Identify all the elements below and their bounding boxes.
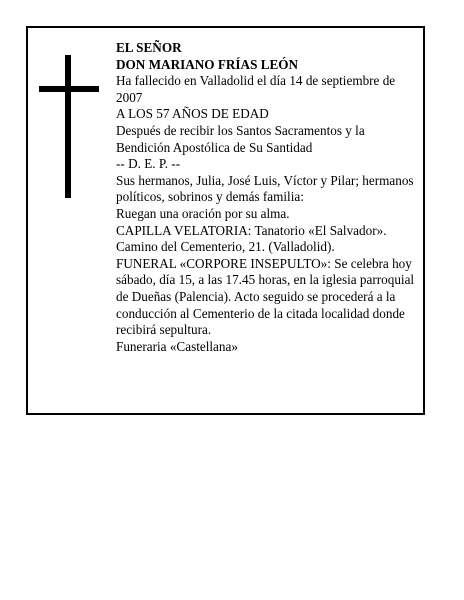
cross-vertical-bar — [65, 55, 71, 198]
obituary-text — [116, 40, 416, 355]
deceased-name: DON MARIANO FRÍAS LEÓN — [116, 56, 299, 72]
wake-chapel-info: CAPILLA VELATORIA: Tanatorio «El Salvador». Camino del Cementerio, 21. (Valladolid). — [116, 222, 387, 255]
funeral-info: FUNERAL «CORPORE INSEPULTO»: Se celebra hoy sábado, día 15, a las 17.45 horas, en la iglesia parroquial de Dueñas (Palencia). Acto seguido se procederá a la conducción al Cementerio de la citada localidad donde recibirá sepultura. — [116, 255, 415, 338]
sacraments-line: Después de recibir los Santos Sacramentos y la Bendición Apostólica de Su Santidad — [116, 122, 365, 155]
cross-horizontal-bar — [39, 86, 99, 92]
death-statement: Ha fallecido en Valladolid el día 14 de septiembre de 2007 — [116, 73, 396, 105]
funeral-home: Funeraria «Castellana» — [116, 338, 238, 354]
cross-icon — [39, 55, 99, 198]
prayer-request: Ruegan una oración por su alma. — [116, 205, 290, 221]
family-line: Sus hermanos, Julia, José Luis, Víctor y Pilar; hermanos políticos, sobrinos y demás familia: — [116, 172, 414, 205]
rip-line: -- D. E. P. -- — [116, 156, 181, 172]
obituary-notice-frame — [26, 26, 425, 415]
age-line: A LOS 57 AÑOS DE EDAD — [116, 106, 269, 122]
honorific-line: EL SEÑOR — [116, 40, 182, 55]
